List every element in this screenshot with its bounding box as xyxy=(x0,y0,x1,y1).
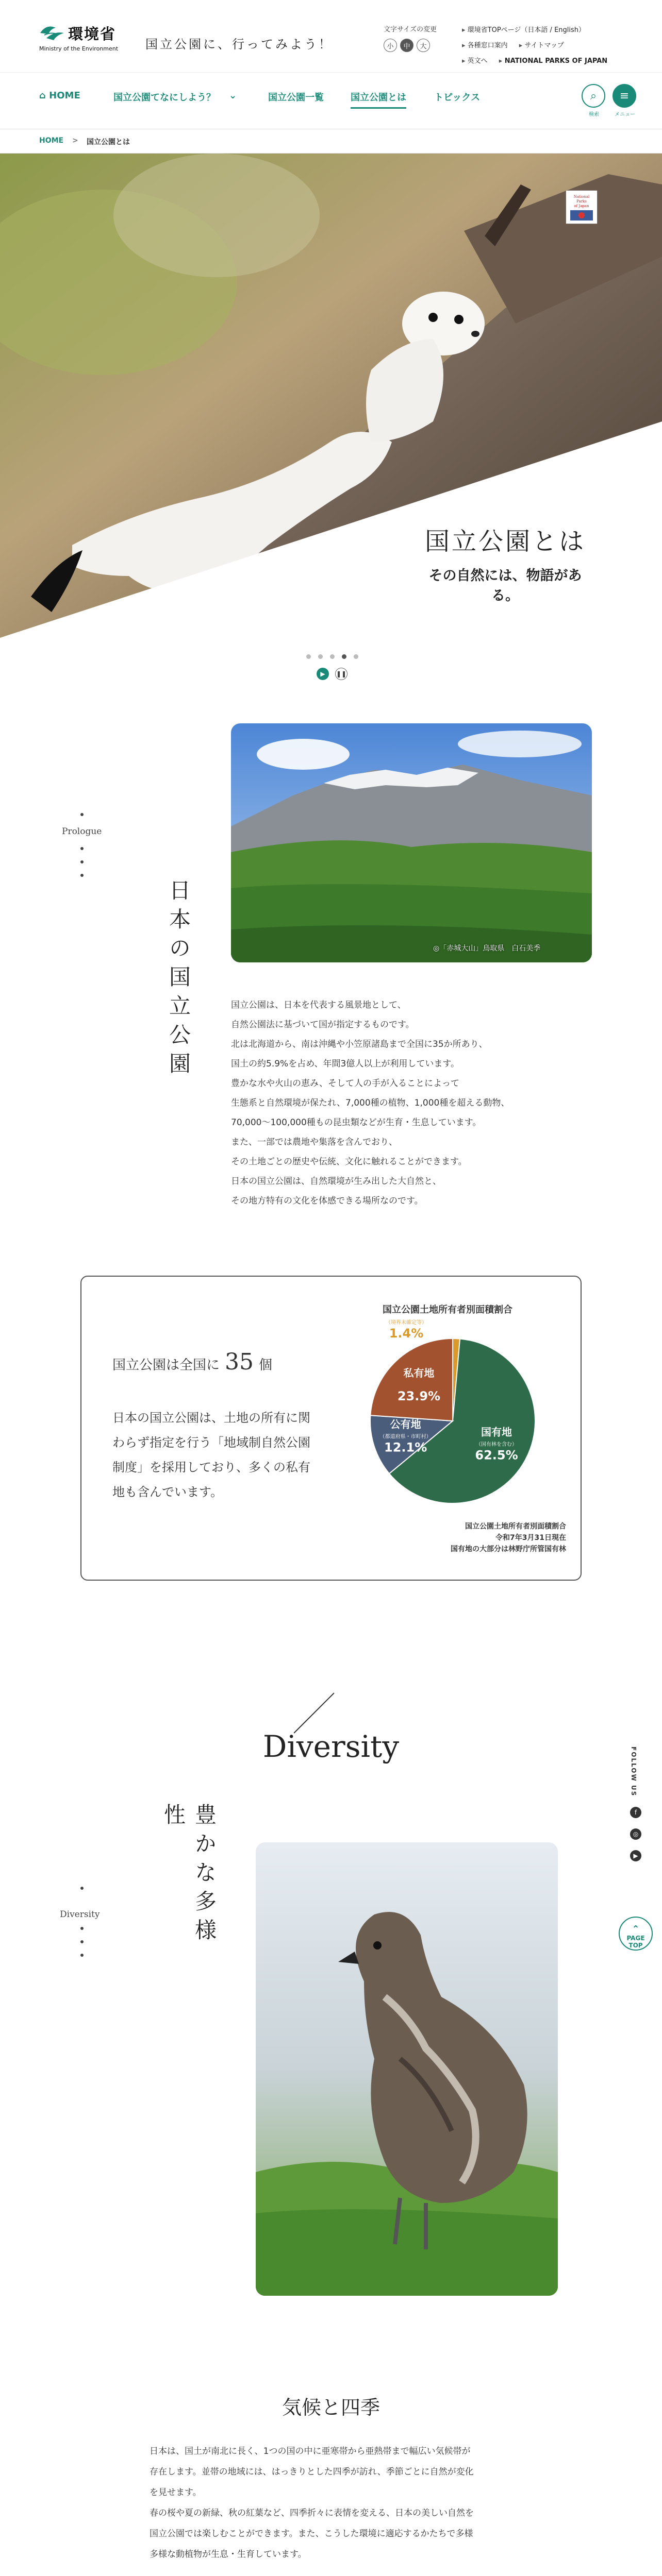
section-dots xyxy=(80,813,84,826)
pie-chart-title: 国立公園土地所有者別面積割合 xyxy=(383,1304,512,1315)
slider-dot[interactable] xyxy=(318,654,323,659)
photo-caption: ◎「赤城大山」鳥取県 白石美季 xyxy=(433,944,541,953)
font-size-small-button[interactable]: 小 xyxy=(384,39,397,52)
section-label-prologue: Prologue xyxy=(62,826,102,837)
youtube-icon[interactable]: ▶ xyxy=(630,1850,641,1861)
slider-dots xyxy=(306,654,358,659)
source-line: 国立公園土地所有者別面積割合 xyxy=(465,1522,566,1531)
pie-slice xyxy=(370,1338,453,1421)
logo-text-jp: 環境省 xyxy=(68,25,117,43)
pie-label: （国有林を含む） xyxy=(476,1442,518,1448)
daisen-mountain-image xyxy=(231,723,592,962)
pie-label: 23.9% xyxy=(397,1388,441,1403)
ptarmigan-image xyxy=(256,1842,558,2296)
pie-label: 私有地 xyxy=(403,1366,435,1379)
search-label: 検索 xyxy=(589,112,599,117)
ptarmigan-photo xyxy=(256,1842,558,2296)
facebook-icon[interactable]: f xyxy=(630,1807,641,1818)
text-line: 自然公園法に基づいて国が指定するものです。 xyxy=(231,1020,415,1030)
font-size-switcher xyxy=(384,24,451,52)
text-line: を見せます。 xyxy=(150,2487,202,2498)
text-line: その地方特有の文化を体感できる場所なのです。 xyxy=(231,1196,423,1206)
text-line: 国立公園は、日本を代表する風景地として、 xyxy=(231,1000,406,1010)
hero-subtitle: その自然には、物語がある。 xyxy=(428,568,582,604)
text-line: 日本は、国土が南北に長く、1つの国の中に亜寒帯から亜熱帯まで幅広い気候帯が xyxy=(150,2446,471,2456)
climate-title: 気候と四季 xyxy=(282,2396,380,2419)
text-line: 豊かな水や火山の恵み、そして人の手が入ることによって xyxy=(231,1078,460,1089)
hero-heading xyxy=(423,521,588,604)
decorative-slash xyxy=(293,1692,334,1733)
park-count-suffix: 個 xyxy=(259,1358,273,1373)
logo-text-en: Ministry of the Environment xyxy=(39,45,119,52)
slider-dot[interactable] xyxy=(354,654,358,659)
pie-label: 1.4% xyxy=(389,1326,424,1341)
pie-label: 国有地 xyxy=(481,1426,512,1438)
breadcrumb xyxy=(0,129,662,154)
follow-us-label: FOLLOW US xyxy=(630,1747,637,1797)
svg-text:of Japan: of Japan xyxy=(574,204,589,208)
slider-dot[interactable] xyxy=(330,654,335,659)
land-ownership-pie-chart xyxy=(313,1318,571,1524)
breadcrumb-separator: > xyxy=(72,137,78,145)
pause-icon[interactable]: ❚❚ xyxy=(335,668,347,680)
ministry-logo[interactable] xyxy=(39,23,127,54)
climate-text xyxy=(150,2441,541,2565)
site-header xyxy=(0,0,662,72)
pie-label: （境界未確定等） xyxy=(386,1320,427,1326)
text-line: 国立公園では楽しむことができます。また、こうした環境に適応するかたちで多様 xyxy=(150,2529,473,2539)
pie-label: 62.5% xyxy=(475,1448,518,1463)
text-line: 国土の約5.9%を占め、年間3億人以上が利用しています。 xyxy=(231,1059,459,1069)
svg-text:Parks: Parks xyxy=(576,199,587,204)
menu-icon[interactable]: ≡ xyxy=(613,84,636,108)
text-line: 春の桜や夏の新緑、秋の紅葉など、四季折々に表情を変える、日本の美しい自然を xyxy=(150,2508,474,2518)
nav-item-park-list[interactable] xyxy=(268,90,324,104)
nav-home-label: HOME xyxy=(49,90,80,101)
section-dots xyxy=(80,1927,84,1967)
utility-links xyxy=(462,23,648,69)
link-sitemap[interactable]: ▸ サイトマップ xyxy=(519,38,564,54)
menu-label: メニュー xyxy=(615,112,635,117)
page-top-label: PAGE TOP xyxy=(626,1935,645,1949)
pie-label: 公有地 xyxy=(390,1418,421,1431)
national-parks-badge xyxy=(566,191,597,224)
pie-chart-source xyxy=(370,1521,566,1555)
font-size-large-button[interactable]: 大 xyxy=(417,39,430,52)
search-icon[interactable]: ⌕ xyxy=(582,84,605,108)
nav-item-about[interactable] xyxy=(351,90,406,104)
source-line: 令和7年3月31日現在 xyxy=(495,1534,566,1542)
park-count-value: 35 xyxy=(225,1349,254,1375)
text-line: 多様な動植物が生息・生育しています。 xyxy=(150,2549,307,2560)
link-contacts[interactable]: ▸ 各種窓口案内 xyxy=(462,38,508,54)
breadcrumb-home[interactable]: HOME xyxy=(39,137,64,145)
breadcrumb-current: 国立公園とは xyxy=(87,138,130,146)
arrow-up-icon: ⌃ xyxy=(632,1924,640,1935)
text-line: 北は北海道から、南は沖縄や小笠原諸島まで全国に35か所あり、 xyxy=(231,1039,488,1049)
national-parks-logo-icon xyxy=(567,192,596,223)
hero-title: 国立公園とは xyxy=(424,527,586,556)
text-line: 70,000〜100,000種もの昆虫類などが生育・生息しています。 xyxy=(231,1117,482,1128)
stats-description: 日本の国立公園は、土地の所有に関わらず指定を行う「地域制自然公園制度」を採用しており、多くの私有地も含んでいます。 xyxy=(112,1411,310,1499)
source-line: 国有地の大部分は林野庁所管国有林 xyxy=(451,1545,566,1553)
slider-dot[interactable] xyxy=(342,654,346,659)
follow-us xyxy=(630,1747,642,1861)
prologue-text xyxy=(231,995,602,1211)
nav-item-label: 国立公園てなにしよう？ xyxy=(113,92,216,103)
chevron-down-icon[interactable]: ⌄ xyxy=(229,90,237,101)
page-top-button[interactable] xyxy=(619,1917,653,1951)
prologue-title: 日本の国立公園 xyxy=(166,879,191,1081)
text-line: 日本の国立公園は、自然環境が生み出した大自然と、 xyxy=(231,1176,441,1187)
font-size-label: 文字サイズの変更 xyxy=(384,26,437,33)
nav-item-label: トピックス xyxy=(434,92,481,103)
ministry-emblem-icon xyxy=(39,23,65,41)
slider-controls xyxy=(317,668,347,680)
section-dots xyxy=(80,1887,84,1900)
nav-item-topics[interactable] xyxy=(434,90,480,104)
nav-item-label: 国立公園とは xyxy=(351,92,406,103)
text-line: 存在します。並帯の地域には、はっきりとした四季が訪れ、季節ごとに自然が変化 xyxy=(150,2467,474,2477)
play-icon[interactable]: ▶ xyxy=(317,668,329,680)
font-size-medium-button[interactable]: 中 xyxy=(400,39,413,52)
link-npj[interactable]: ▸ NATIONAL PARKS OF JAPAN xyxy=(499,54,608,69)
pie-label: 12.1% xyxy=(384,1440,427,1455)
park-stats-panel xyxy=(80,1276,582,1581)
text-line: 生態系と自然環境が保たれ、7,000種の植物、1,000種を超える動物、 xyxy=(231,1098,510,1108)
slider-dot[interactable] xyxy=(306,654,311,659)
nav-item-label: 国立公園一覧 xyxy=(268,92,324,103)
nav-home[interactable] xyxy=(39,90,80,101)
park-count xyxy=(112,1349,272,1375)
instagram-icon[interactable]: ◎ xyxy=(630,1828,641,1840)
section-dots xyxy=(80,847,84,887)
park-count-prefix: 国立公園は全国に xyxy=(112,1358,220,1373)
link-moe-top[interactable]: ▸ 環境省TOPページ（日本語 / English） xyxy=(462,23,585,38)
global-nav xyxy=(0,72,662,128)
site-tagline: 国立公園に、行ってみよう！ xyxy=(145,37,333,52)
svg-text:National: National xyxy=(573,195,590,199)
link-english[interactable]: ▸ 英文へ xyxy=(462,54,488,69)
mountain-photo xyxy=(231,723,592,962)
text-line: その土地ごとの歴史や伝統、文化に触れることができます。 xyxy=(231,1157,467,1167)
diversity-heading: Diversity xyxy=(262,1729,400,1764)
pie-label: （都道府県・市町村） xyxy=(379,1434,432,1440)
home-icon: ⌂ xyxy=(39,90,46,101)
text-line: また、一部では農地や集落を含んでおり、 xyxy=(231,1137,398,1147)
section-label-diversity: Diversity xyxy=(60,1909,100,1920)
nav-item-what-to-do[interactable] xyxy=(113,90,216,104)
diversity-title: 豊かな多様性 xyxy=(161,1803,217,1947)
